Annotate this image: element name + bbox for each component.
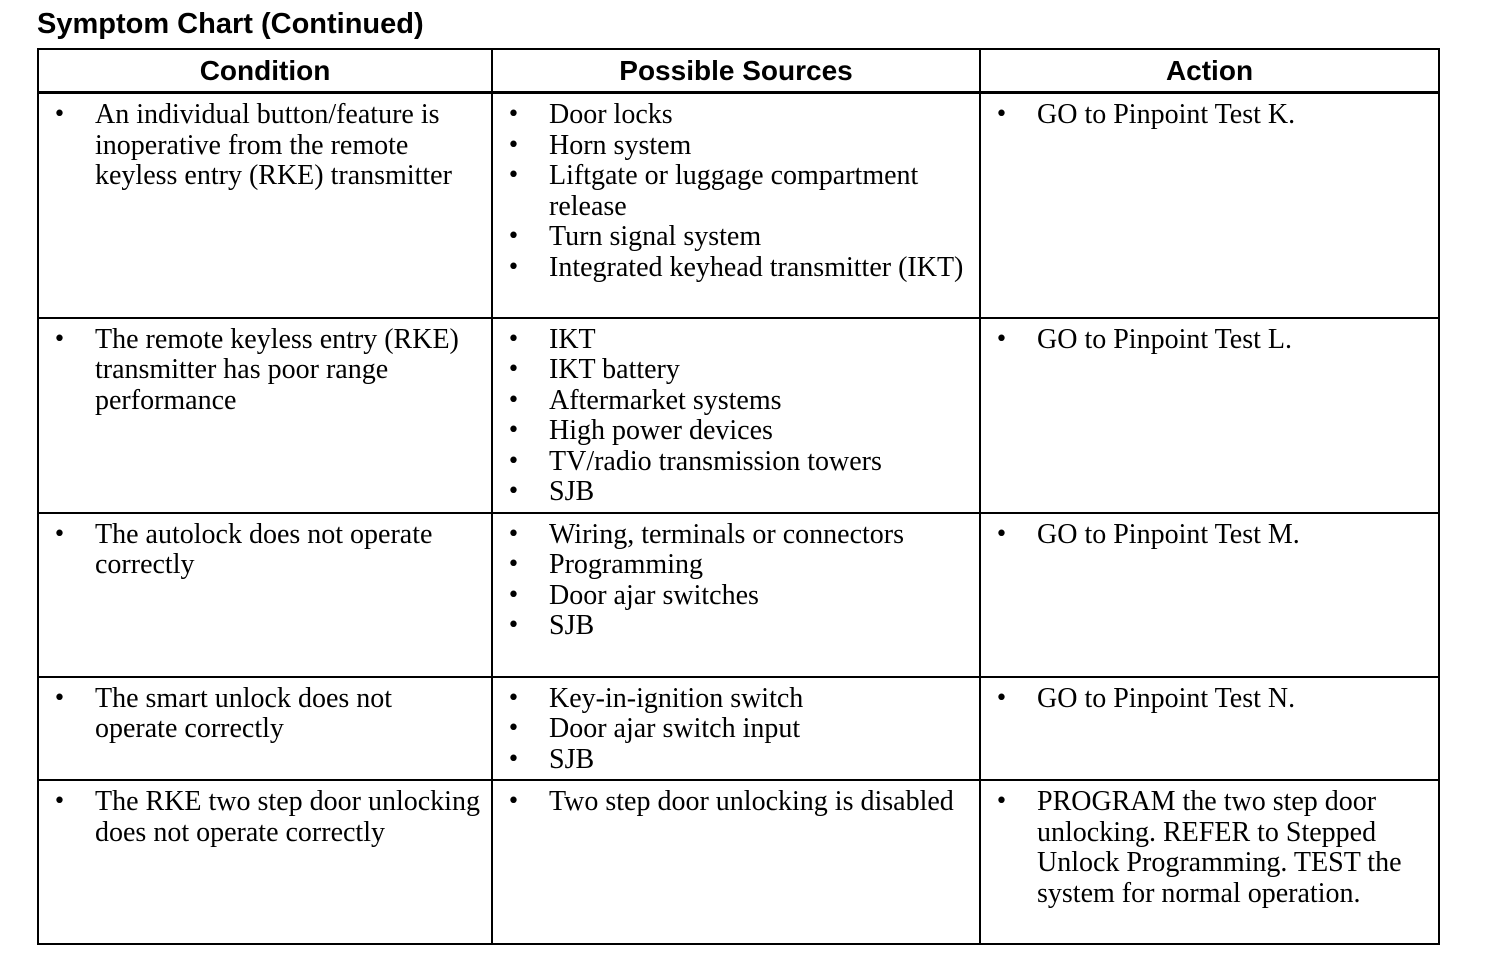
condition-item: • The autolock does not operate correctly xyxy=(51,520,481,581)
condition-item: • An individual button/feature is inoperative from the remote keyless entry (RKE) transmitter xyxy=(51,100,481,192)
action-cell xyxy=(980,93,1439,318)
header-action: Action xyxy=(980,49,1439,93)
action-cell xyxy=(980,780,1439,944)
table-row xyxy=(38,677,1439,781)
source-item: • High power devices xyxy=(505,416,969,447)
condition-cell xyxy=(38,677,492,781)
source-item: • Door ajar switch input xyxy=(505,714,969,745)
sources-cell xyxy=(492,780,980,944)
source-item: • Key-in-ignition switch xyxy=(505,684,969,715)
source-item: • Liftgate or luggage compartment release xyxy=(505,161,969,222)
source-item: • Integrated keyhead transmitter (IKT) xyxy=(505,253,969,284)
action-cell xyxy=(980,677,1439,781)
condition-cell xyxy=(38,93,492,318)
condition-item: • The remote keyless entry (RKE) transmitter has poor range performance xyxy=(51,325,481,417)
table-row xyxy=(38,318,1439,513)
condition-item: • The smart unlock does not operate correctly xyxy=(51,684,481,745)
action-item: • GO to Pinpoint Test N. xyxy=(993,684,1428,715)
source-item: • Two step door unlocking is disabled xyxy=(505,787,969,818)
table-row xyxy=(38,780,1439,944)
condition-cell xyxy=(38,780,492,944)
sources-cell xyxy=(492,318,980,513)
action-item: • PROGRAM the two step door unlocking. REFER to Stepped Unlock Programming. TEST the system for normal operation. xyxy=(993,787,1428,909)
action-item: • GO to Pinpoint Test L. xyxy=(993,325,1428,356)
header-possible-sources: Possible Sources xyxy=(492,49,980,93)
sources-cell xyxy=(492,93,980,318)
condition-cell xyxy=(38,318,492,513)
action-cell xyxy=(980,513,1439,677)
table-row xyxy=(38,513,1439,677)
header-row xyxy=(38,49,1439,93)
source-item: • TV/radio transmission towers xyxy=(505,447,969,478)
condition-cell xyxy=(38,513,492,677)
source-item: • Wiring, terminals or connectors xyxy=(505,520,969,551)
header-condition: Condition xyxy=(38,49,492,93)
table-row xyxy=(38,93,1439,318)
sources-cell xyxy=(492,677,980,781)
source-item: • Turn signal system xyxy=(505,222,969,253)
source-item: • Programming xyxy=(505,550,969,581)
source-item: • SJB xyxy=(505,745,969,776)
source-item: • Door ajar switches xyxy=(505,581,969,612)
action-cell xyxy=(980,318,1439,513)
source-item: • IKT battery xyxy=(505,355,969,386)
source-item: • Aftermarket systems xyxy=(505,386,969,417)
source-item: • SJB xyxy=(505,611,969,642)
sources-cell xyxy=(492,513,980,677)
action-item: • GO to Pinpoint Test K. xyxy=(993,100,1428,131)
source-item: • SJB xyxy=(505,477,969,508)
action-item: • GO to Pinpoint Test M. xyxy=(993,520,1428,551)
source-item: • Door locks xyxy=(505,100,969,131)
symptom-table xyxy=(37,48,1440,945)
chart-title: Symptom Chart (Continued) xyxy=(37,8,424,40)
source-item: • IKT xyxy=(505,325,969,356)
source-item: • Horn system xyxy=(505,131,969,162)
condition-item: • The RKE two step door unlocking does not operate correctly xyxy=(51,787,481,848)
